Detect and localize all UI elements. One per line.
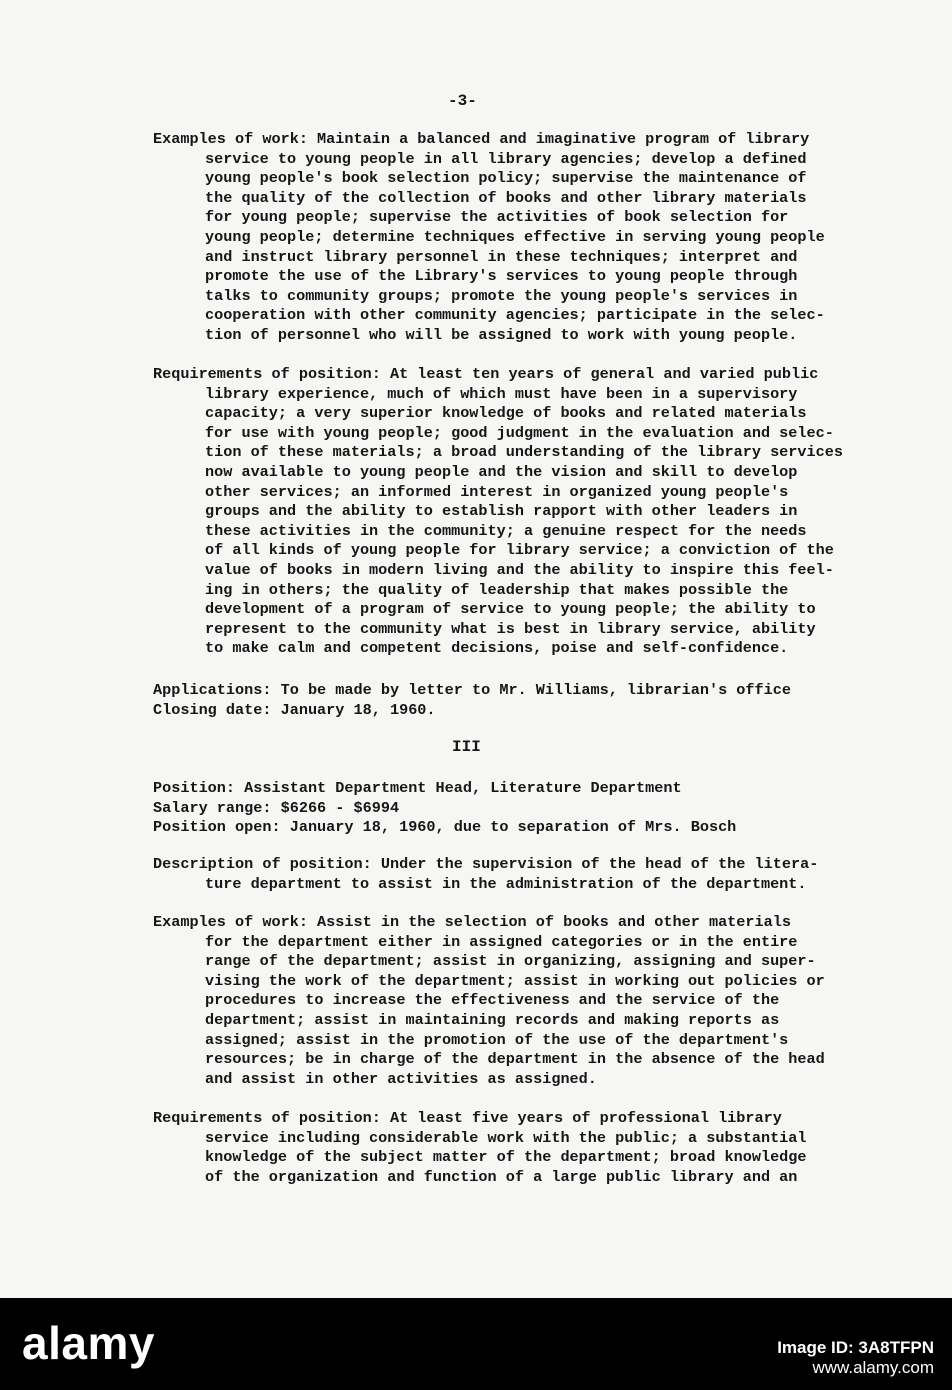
section-heading: III — [452, 738, 481, 756]
text-line: ing in others; the quality of leadership that makes possible the — [205, 580, 789, 599]
text-line: other services; an informed interest in organized young people's — [205, 482, 789, 501]
image-site-text: www.alamy.com — [812, 1358, 934, 1377]
text-line: Salary range: $6266 - $6994 — [153, 798, 400, 817]
text-line: department; assist in maintaining records and making reports as — [205, 1010, 780, 1029]
text-line: of all kinds of young people for library service; a conviction of the — [205, 541, 834, 560]
text-line: for use with young people; good judgment in the evaluation and selec- — [205, 423, 834, 442]
text-line: Applications: To be made by letter to Mr. Williams, librarian's office — [153, 681, 791, 699]
requirements-paragraph — [153, 365, 843, 659]
text-line: procedures to increase the effectiveness and the service of the — [205, 991, 780, 1010]
description-paragraph — [153, 855, 818, 894]
text-line: talks to community groups; promote the young people's services in — [205, 286, 798, 305]
text-line: Requirements of position: At least ten years of general and varied public — [153, 365, 819, 383]
text-line: resources; be in charge of the department in the absence of the head — [205, 1050, 825, 1069]
text-line: cooperation with other community agencies; participate in the selec- — [205, 306, 825, 325]
requirements-paragraph — [153, 1109, 807, 1187]
applications-block — [153, 681, 791, 720]
page-number: -3- — [448, 92, 477, 110]
text-line: Closing date: January 18, 1960. — [153, 700, 436, 719]
text-line: ture department to assist in the administration of the department. — [205, 874, 807, 893]
text-line: young people; determine techniques effective in serving young people — [205, 227, 825, 246]
text-line: and instruct library personnel in these techniques; interpret and — [205, 247, 798, 266]
text-line: now available to young people and the vision and skill to develop — [205, 462, 798, 481]
text-line: development of a program of service to young people; the ability to — [205, 600, 816, 619]
text-line: the quality of the collection of books and other library materials — [205, 188, 807, 207]
text-line: represent to the community what is best in library service, ability — [205, 619, 816, 638]
text-line: tion of personnel who will be assigned to work with young people. — [205, 325, 798, 344]
position-info-block — [153, 779, 736, 838]
text-line: young people's book selection policy; supervise the maintenance of — [205, 169, 807, 188]
text-line: value of books in modern living and the ability to inspire this feel- — [205, 560, 834, 579]
alamy-logo: alamy — [22, 1317, 155, 1369]
text-line: Examples of work: Maintain a balanced and imaginative program of library — [153, 130, 810, 148]
image-id-label — [777, 1338, 934, 1378]
text-line: Requirements of position: At least five years of professional library — [153, 1109, 782, 1127]
text-line: service including considerable work with the public; a substantial — [205, 1128, 807, 1147]
text-line: Examples of work: Assist in the selection of books and other materials — [153, 913, 791, 931]
examples-of-work-paragraph — [153, 913, 825, 1089]
text-line: tion of these materials; a broad understanding of the library services — [205, 443, 843, 462]
text-line: Position: Assistant Department Head, Literature Department — [153, 779, 682, 797]
text-line: capacity; a very superior knowledge of books and related materials — [205, 404, 807, 423]
text-line: these activities in the community; a genuine respect for the needs — [205, 521, 807, 540]
text-line: service to young people in all library agencies; develop a defined — [205, 149, 807, 168]
examples-of-work-paragraph — [153, 130, 825, 346]
text-line: to make calm and competent decisions, poise and self-confidence. — [205, 639, 789, 658]
text-line: range of the department; assist in organizing, assigning and super- — [205, 952, 816, 971]
text-line: groups and the ability to establish rapport with other leaders in — [205, 502, 798, 521]
text-line: for young people; supervise the activities of book selection for — [205, 208, 789, 227]
text-line: for the department either in assigned categories or in the entire — [205, 932, 798, 951]
text-line: Position open: January 18, 1960, due to separation of Mrs. Bosch — [153, 818, 737, 837]
text-line: Description of position: Under the supervision of the head of the litera- — [153, 855, 819, 873]
text-line: library experience, much of which must have been in a supervisory — [205, 384, 798, 403]
text-line: of the organization and function of a large public library and an — [205, 1167, 798, 1186]
text-line: knowledge of the subject matter of the department; broad knowledge — [205, 1148, 807, 1167]
image-id-text: Image ID: 3A8TFPN — [777, 1338, 934, 1357]
text-line: vising the work of the department; assist in working out policies or — [205, 971, 825, 990]
text-line: assigned; assist in the promotion of the use of the department's — [205, 1030, 789, 1049]
text-line: promote the use of the Library's services to young people through — [205, 267, 798, 286]
text-line: and assist in other activities as assigned. — [205, 1069, 597, 1088]
